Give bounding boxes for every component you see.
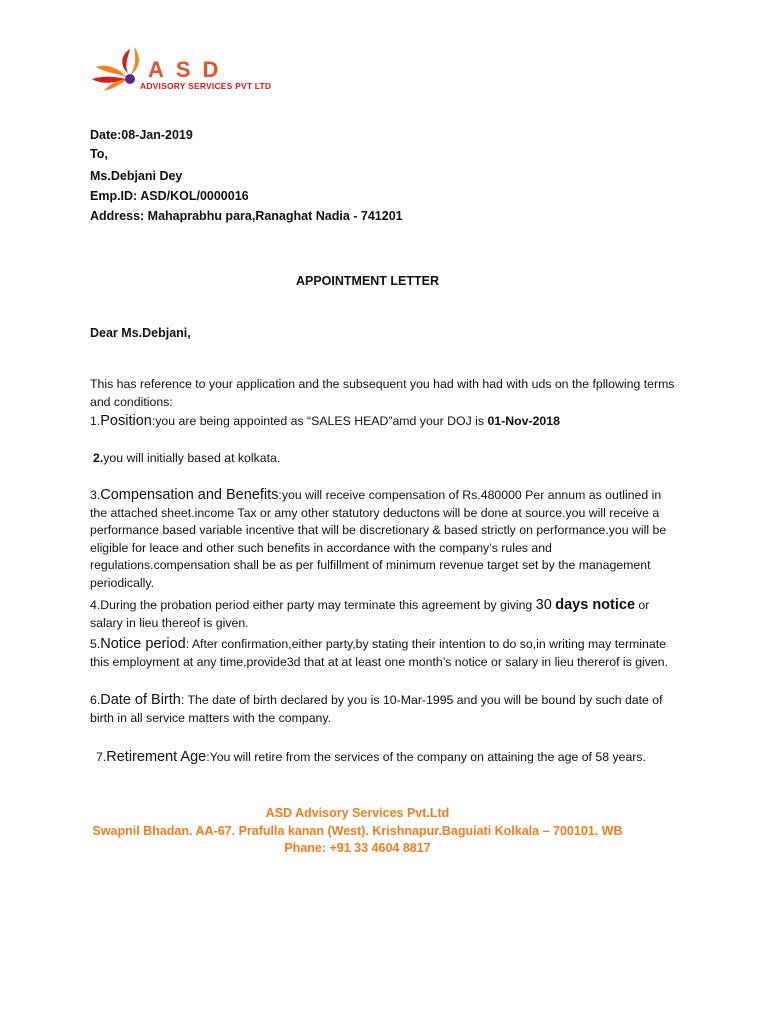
footer-address: Swapnil Bhadan. AA-67. Prafulla kanan (West). Krishnapur.Baguiati Kolkala – 700101. WB: [92, 824, 623, 838]
footer-company: ASD Advisory Services Pvt.Ltd: [265, 806, 450, 820]
clause-text-end: or salary in lieu thereof is given.: [90, 598, 650, 630]
clause-number: 7.: [96, 750, 107, 764]
clause-heading: Compensation and Benefits: [100, 487, 279, 503]
clause-number: 3.: [90, 488, 101, 502]
clause-number: 4.: [90, 598, 101, 612]
clause-text: During the probation period either party may terminate this agreement by giving: [100, 598, 536, 612]
letter-title: APPOINTMENT LETTER: [295, 274, 440, 288]
clause-compensation: [90, 487, 680, 592]
clause-position: [90, 413, 680, 431]
doj-value: 01-Nov-2018: [487, 414, 560, 428]
clause-number: 1.: [90, 414, 101, 428]
letter-date: Date:08-Jan-2019: [90, 128, 193, 142]
clause-text: :You will retire from the services of the company on attaining the age of 58 years.: [206, 750, 646, 764]
salutation: Dear Ms.Debjani,: [90, 326, 191, 340]
clause-number: 5.: [90, 637, 101, 651]
logo-brand-text: ASD: [148, 57, 231, 82]
clause-text: : The date of birth declared by you is 10-Mar-1995 and you will be bound by such date of birth in all service matters with the company.: [90, 693, 663, 725]
clause-text: : After confirmation,either party,by stating their intention to do so,in writing may terminate this employment at any time,provide3d that at at least one month’s notice or salary in lieu thererof is given.: [90, 637, 669, 669]
clause-heading: Notice period: [100, 636, 186, 652]
notice-days-value: 30: [535, 597, 552, 613]
footer-phone: Phane: +91 33 4604 8817: [284, 841, 431, 855]
intro-paragraph: This has reference to your application and the subsequent you had with had with uds on the fpllowing terms and conditions:: [90, 377, 675, 409]
company-logo: [90, 45, 275, 97]
clause-text: you will initially based at kolkata.: [103, 451, 281, 465]
logo-subtitle: ADVISORY SERVICES PVT LTD: [140, 81, 272, 91]
clause-retirement-age: [90, 749, 680, 767]
recipient-address: Address: Mahaprabhu para,Ranaghat Nadia - 741201: [90, 209, 403, 223]
clause-notice-period: [90, 636, 680, 671]
employee-id: Emp.ID: ASD/KOL/0000016: [90, 189, 249, 203]
clause-location: [93, 450, 683, 468]
clause-heading: Retirement Age: [106, 749, 207, 765]
clause-number: 2.: [93, 451, 104, 465]
clause-heading: Date of Birth: [100, 692, 181, 708]
recipient-name: Ms.Debjani Dey: [90, 169, 183, 183]
clause-number: 6.: [90, 693, 101, 707]
notice-days-label: days notice: [555, 597, 636, 613]
recipient-to: To,: [90, 147, 108, 161]
clause-date-of-birth: [90, 692, 680, 727]
clause-heading: Position: [100, 413, 152, 429]
clause-text: :you will receive compensation of Rs.480000 Per annum as outlined in the attached sheet.income Tax or amy other statutory deductons will be done at source.you will receive a performance based variable incentive that will be discretionary & based strictly on performance.you will be eligible for leace and other such benefits in accordance with the company’s rules and regulations.compensation shall be as per fulfillment of minimum revenue target set by the management periodically.: [90, 488, 667, 590]
clause-text: :you are being appointed as “SALES HEAD”amd your DOJ is: [151, 414, 488, 428]
clause-probation: [90, 597, 680, 632]
